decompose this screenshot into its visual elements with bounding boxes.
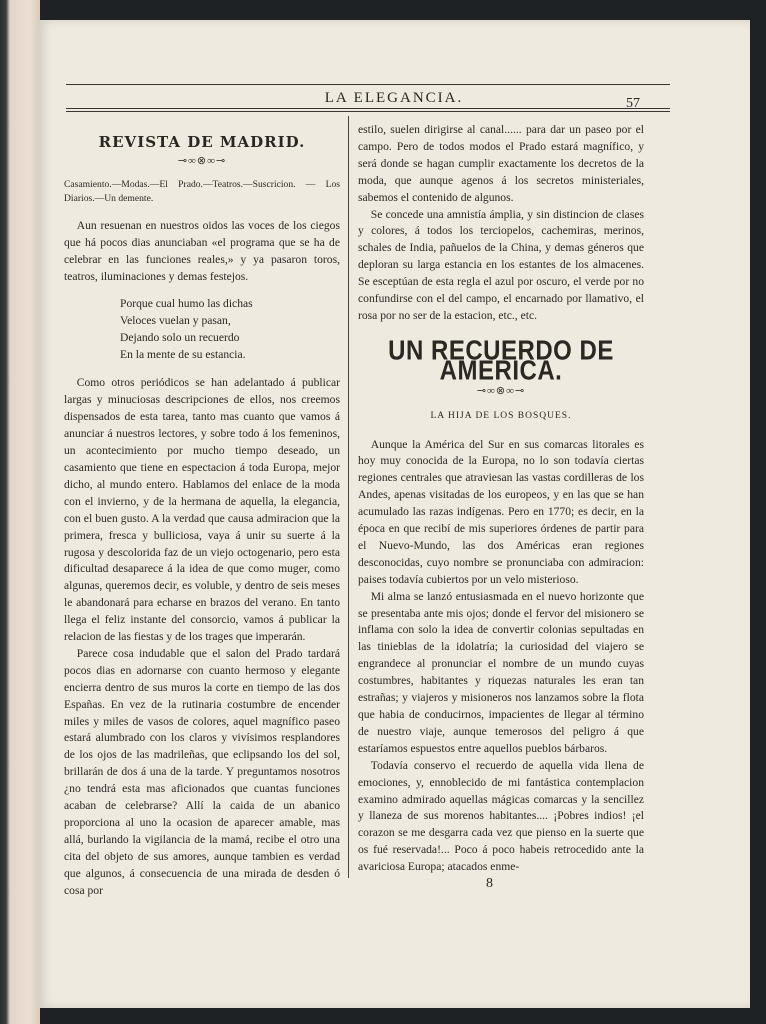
- ornament-divider: ⊸∞⊗∞⊸: [177, 154, 227, 167]
- verse-block: [120, 295, 340, 363]
- header-rule-lower: [66, 108, 670, 109]
- right-column: [358, 122, 644, 876]
- section-summary: Casamiento.—Modas.—El Prado.—Teatros.—Suscricion. — Los Diarios.—Un demente.: [64, 178, 340, 204]
- column-divider: [348, 116, 349, 878]
- paragraph: Parece cosa indudable que el salon del Prado tardará pocos dias en adornarse con cuanto hermoso y elegante encierra dentro de sus muros la corte en tiempo de las dos Españas. En vez de la rutinaria costumbre de encender miles y miles de vasos de colores, aquel magnífico paseo estará alumbrado con los claros y vivísimos resplandores de los ojos de las madrileñas, que eclipsando los del sol, brillarán de dos á una de la tarde. Y preguntamos nosotros ¿no tendrá esta mas aficionados que cuantas funciones acaban de celebrarse? Allí la caida de un abanico proporciona al uno la ocasion de aparecer amable, mas allá, burlando la vigilancia de la mamá, recibe el otro una cita del objeto de sus amores, aunque tambien es verdad que algunos, á consecuencia de una mirada de desden ó cosa por: [64, 646, 340, 897]
- paragraph-continued: estilo, suelen dirigirse al canal...... para dar un paseo por el campo. Pero de todos modos el Prado estará magnífico, y será donde se hagan cumplir exactamente los decretos de la moda, que aunque agenos á los secretos ministeriales, sabemos el contenido de algunos.: [358, 123, 644, 204]
- article-subtitle: LA HIJA DE LOS BOSQUES.: [430, 410, 572, 421]
- verse-line: Porque cual humo las dichas: [120, 297, 253, 311]
- section-title: REVISTA DE MADRID.: [98, 133, 306, 151]
- paragraph: Aun resuenan en nuestros oidos las voces de los ciegos que há pocos dias anunciaban «el programa que se ha de celebrar en las funciones reales,» y ya pasaron toros, teatros, iluminaciones y demas festejos.: [64, 218, 340, 283]
- paragraph: Aunque la América del Sur en sus comarcas litorales es hoy muy conocida de la Europa, no lo son todavía ciertas regiones centrales que atraviesan las vastas cordilleras de los Andes, apenas visitadas de los europeos, y en las que se han acumulado las razas indígenas. Pero en 1770; es decir, en la época en que recibí de mis superiores órdenes de partir para el Nuevo-Mundo, las dos Américas eran regiones desconocidas, cuyo nombre se pronunciaba con admiracion: paises todavía cubiertos por un velo misterioso.: [358, 437, 644, 586]
- book-binding-edge: [0, 0, 40, 1024]
- header-rule-lower-thin: [66, 111, 670, 112]
- header-rule: [66, 84, 670, 85]
- left-column: [64, 120, 340, 900]
- page-number: 57: [626, 96, 640, 111]
- ornament-divider: ⊸∞⊗∞⊸: [476, 384, 526, 397]
- newspaper-page: [38, 20, 750, 1008]
- verse-line: Veloces vuelan y pasan,: [120, 314, 231, 328]
- signature-mark: 8: [486, 876, 493, 891]
- paragraph: Se concede una amnistía ámplia, y sin distincion de clases y colores, á todos los terciopelos, cachemiras, merinos, schales de India, pañuelos de la China, y demas géneros que deploran su larga estancia en los estantes de los almacenes. Se esceptúan de esta regla el azul por oscuro, el verde por no confundirse con el del campo, el encarnado por llamativo, el rosa por no ser de la estacion, etc., etc.: [358, 207, 644, 322]
- article-title: UN RECUERDO DE AMERICA.: [388, 335, 614, 386]
- verse-line: Dejando solo un recuerdo: [120, 331, 240, 345]
- running-head-title: LA ELEGANCIA.: [324, 90, 464, 106]
- paragraph: Como otros periódicos se han adelantado á publicar largas y minuciosas descripciones de ellos, nos creemos dispensados de esta tarea, tanto mas cuanto que vamos á anunciar á nuestros lectores, y sobre todo á los femeninos, un acontecimiento por mucho tiempo deseado, un casamiento que tiene en espectacion á toda Europa, mejor dicho, al mundo entero. Hablamos del enlace de la moda con el invierno, y de la hermana de aquella, la elegancia, con el buen gusto. A la verdad que causa admiracion que la primera, fresca y bulliciosa, vaya á unir su suerte á la rugosa y descolorida faz de un viejo octogenario, pero esta dificultad desaparece á la idea de que como muger, como algunas, queremos decir, es voluble, y dentro de seis meses le abandonará para echarse en brazos del verano. En tanto llega el feliz instante del consorcio, vamos á publicar la relacion de las fiestas y de los trages que imperarán.: [64, 376, 340, 644]
- verse-line: En la mente de su estancia.: [120, 348, 246, 362]
- paragraph: Todavía conservo el recuerdo de aquella vida llena de emociones, y, ennoblecido de mi fantástica contemplacion examino admirado aquellas mágicas comarcas y la sencillez y llaneza de sus morenos habitantes.... ¡Pobres indios! ¡el corazon se me desgarra cada vez que pienso en la suerte que os fué reservada!... Poco á poco habeis retrocedido ante la avariciosa Europa; atacados enme-: [358, 758, 644, 874]
- paragraph: Mi alma se lanzó entusiasmada en el nuevo horizonte que se presentaba ante mis ojos; donde el fervor del misionero se inflama con solo la idea de convertir colonias sepultadas en las tinieblas de la idolatría; la curiosidad del viajero se engrandece al pronunciar el nombre de un mundo cuyas costumbres, habitantes y riquezas naturales les eran tan estrañas; y viajeros y misioneros nos lanzamos sobre la flota que habia de conducirnos, impacientes de llegar al término de nuestro viaje, aunque temerosos del peligro á que estaríamos espuestos entre aquellos pueblos bárbaros.: [358, 589, 644, 755]
